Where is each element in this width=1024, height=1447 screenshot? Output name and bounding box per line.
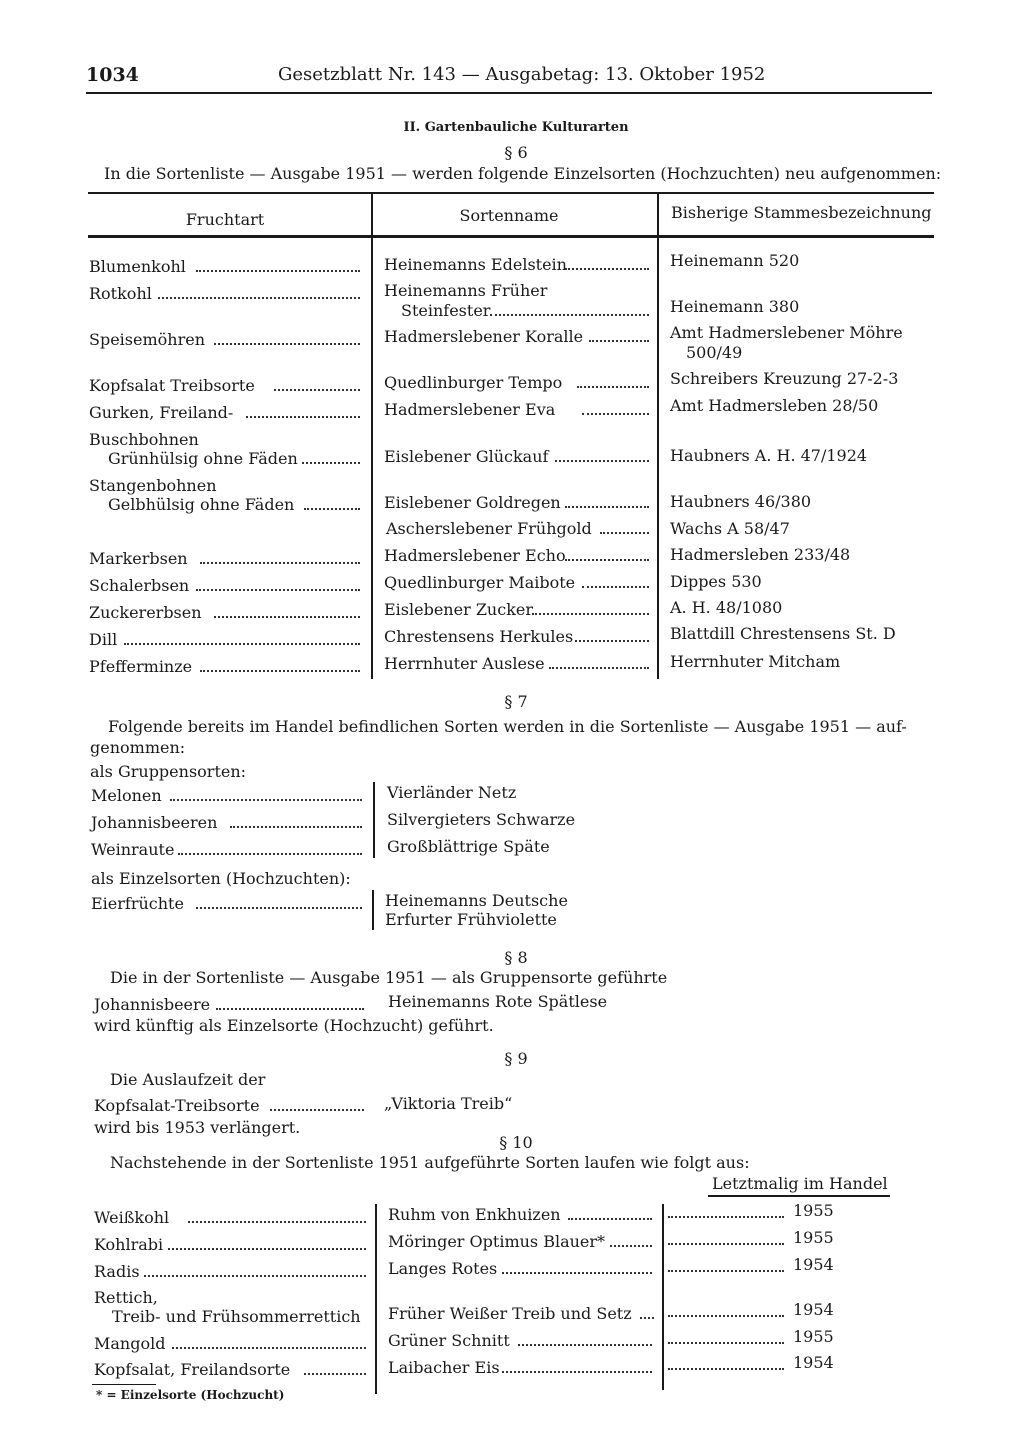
column-divider bbox=[375, 1204, 377, 1394]
cell-jahr: 1955 bbox=[793, 1201, 834, 1220]
cell-stamm: Hadmersleben 233/48 bbox=[670, 545, 851, 564]
paragraph-8-fruchtart: Johannisbeere bbox=[94, 995, 211, 1014]
paragraph-10-intro: Nachstehende in der Sortenliste 1951 aufgeführte Sorten laufen wie folgt aus: bbox=[110, 1153, 750, 1172]
leader-dots bbox=[502, 1371, 652, 1373]
cell-stamm: Heinemann 520 bbox=[670, 251, 800, 270]
leader-dots bbox=[582, 413, 649, 415]
leader-dots bbox=[565, 506, 649, 508]
cell-sortenname: Aschersleben​er Frühgold bbox=[386, 519, 592, 538]
cell-fruchtart-cont: Gelbhülsig ohne Fäden bbox=[108, 495, 295, 514]
table-top-rule bbox=[88, 192, 934, 194]
paragraph-8-heading: § 8 bbox=[504, 948, 528, 967]
paragraph-9-line: Die Auslaufzeit der bbox=[110, 1070, 266, 1089]
cell-sortenname-cont: Steinfester bbox=[401, 301, 491, 320]
cell-fruchtart: Buschbohnen bbox=[89, 430, 199, 449]
cell-stamm: Blattdill Chrestensens St. D bbox=[670, 624, 896, 643]
cell-sortenname: Heinemanns Edelstein bbox=[384, 255, 567, 274]
header-rule bbox=[86, 92, 932, 94]
leader-dots bbox=[668, 1368, 784, 1370]
paragraph-8-line: Die in der Sortenliste — Ausgabe 1951 — als Gruppensorte geführte bbox=[110, 968, 668, 987]
leader-dots bbox=[304, 508, 360, 510]
cell-stamm: Dippes 530 bbox=[670, 572, 762, 591]
column-header-rule bbox=[708, 1195, 890, 1197]
leader-dots bbox=[589, 340, 649, 342]
leader-dots bbox=[196, 907, 362, 909]
cell-stamm: Herrnhuter Mitcham bbox=[670, 652, 841, 671]
footnote: * = Einzelsorte (Hochzucht) bbox=[96, 1388, 285, 1402]
item-sortenname: Silvergieters Schwarze bbox=[387, 810, 576, 829]
cell-sortenname: Möringer Optimus Blauer* bbox=[388, 1232, 606, 1251]
cell-sortenname: Eislebener Goldregen bbox=[384, 493, 561, 512]
cell-fruchtart: Zuckererbsen bbox=[89, 603, 202, 622]
leader-dots bbox=[246, 416, 360, 418]
leader-dots bbox=[518, 1344, 652, 1346]
item-fruchtart: Melonen bbox=[91, 786, 162, 805]
item-fruchtart: Eierfrüchte bbox=[91, 894, 184, 913]
leader-dots bbox=[304, 1373, 366, 1375]
column-header-sortenname: Sortenname bbox=[459, 206, 559, 225]
cell-jahr: 1954 bbox=[793, 1353, 834, 1372]
cell-fruchtart: Pfefferminze bbox=[89, 657, 193, 676]
column-divider bbox=[662, 1204, 664, 1390]
leader-dots bbox=[270, 1109, 364, 1111]
paragraph-6-heading: § 6 bbox=[504, 143, 528, 162]
cell-fruchtart-cont: Grünhülsig ohne Fäden bbox=[108, 449, 298, 468]
single-sorts-label: als Einzelsorten (Hochzuchten): bbox=[91, 869, 351, 888]
leader-dots bbox=[555, 460, 649, 462]
cell-fruchtart: Radis bbox=[94, 1262, 140, 1281]
cell-stamm: Haubners 46/380 bbox=[670, 492, 812, 511]
cell-sortenname: Ruhm von Enkhuizen bbox=[388, 1205, 561, 1224]
cell-stamm: Haubners A. H. 47/1924 bbox=[670, 446, 868, 465]
column-divider bbox=[371, 194, 373, 679]
cell-stamm: Schreibers Kreuzung 27-2-3 bbox=[670, 369, 899, 388]
cell-stamm: Wachs A 58/47 bbox=[670, 519, 790, 538]
leader-dots bbox=[178, 853, 362, 855]
leader-dots bbox=[565, 559, 649, 561]
leader-dots bbox=[144, 1275, 366, 1277]
cell-sortenname: Chrestensens Herkules bbox=[384, 627, 574, 646]
cell-fruchtart: Kopfsalat, Freilandsorte bbox=[94, 1360, 291, 1379]
cell-fruchtart-cont: Treib- und Frühsommerrettich bbox=[112, 1307, 361, 1326]
leader-dots bbox=[668, 1243, 784, 1245]
leader-dots bbox=[170, 799, 362, 801]
item-fruchtart: Weinraute bbox=[91, 840, 175, 859]
leader-dots bbox=[230, 826, 362, 828]
cell-sortenname: Grüner Schnitt bbox=[388, 1331, 510, 1350]
leader-dots bbox=[668, 1342, 784, 1344]
leader-dots bbox=[575, 640, 649, 642]
leader-dots bbox=[532, 613, 649, 615]
paragraph-7-heading: § 7 bbox=[504, 692, 528, 711]
group-sorts-label: als Gruppensorten: bbox=[90, 762, 247, 781]
cell-sortenname: Herrnhuter Auslese bbox=[384, 654, 545, 673]
leader-dots bbox=[214, 343, 360, 345]
leader-dots bbox=[640, 1317, 654, 1319]
cell-stamm: A. H. 48/1080 bbox=[670, 598, 783, 617]
section-title: II. Gartenbauliche Kulturarten bbox=[403, 120, 629, 135]
leader-dots bbox=[568, 1218, 652, 1220]
column-divider bbox=[657, 194, 659, 679]
leader-dots bbox=[668, 1270, 784, 1272]
cell-sortenname: Quedlinburger Maibote bbox=[384, 573, 576, 592]
cell-fruchtart: Kopfsalat Treibsorte bbox=[89, 376, 255, 395]
cell-sortenname: Hadmerslebener Echo bbox=[384, 546, 566, 565]
page-number: 1034 bbox=[86, 64, 139, 86]
paragraph-10-heading: § 10 bbox=[499, 1133, 533, 1152]
cell-jahr: 1955 bbox=[793, 1228, 834, 1247]
leader-dots bbox=[200, 562, 360, 564]
item-sortenname: Großblättrige Späte bbox=[387, 837, 550, 856]
cell-fruchtart: Dill bbox=[89, 630, 118, 649]
cell-fruchtart: Rotkohl bbox=[89, 284, 152, 303]
cell-fruchtart: Rettich, bbox=[94, 1288, 158, 1307]
leader-dots bbox=[124, 643, 360, 645]
cell-stamm: Heinemann 380 bbox=[670, 297, 800, 316]
leader-dots bbox=[549, 667, 649, 669]
table-header-rule bbox=[88, 235, 934, 238]
cell-stamm: Amt Hadmerslebener Möhre bbox=[670, 323, 903, 342]
leader-dots bbox=[577, 386, 649, 388]
cell-fruchtart: Gurken, Freiland- bbox=[89, 403, 234, 422]
item-fruchtart: Johannisbeeren bbox=[91, 813, 218, 832]
cell-sortenname: Langes Rotes bbox=[388, 1259, 498, 1278]
cell-fruchtart: Mangold bbox=[94, 1334, 166, 1353]
list-divider bbox=[373, 782, 375, 858]
cell-jahr: 1954 bbox=[793, 1300, 834, 1319]
column-header-letztmalig: Letztmalig im Handel bbox=[712, 1174, 888, 1193]
cell-sortenname: Heinemanns Früher bbox=[384, 281, 548, 300]
cell-jahr: 1955 bbox=[793, 1327, 834, 1346]
paragraph-7-intro: Folgende bereits im Handel befindlichen Sorten werden in die Sortenliste — Ausgabe 1951 — auf- bbox=[108, 717, 907, 736]
paragraph-9-fruchtart: Kopfsalat-Treibsorte bbox=[94, 1096, 260, 1115]
cell-sortenname: Laibacher Eis bbox=[388, 1358, 500, 1377]
cell-jahr: 1954 bbox=[793, 1255, 834, 1274]
cell-sortenname: Quedlinburger Tempo bbox=[384, 373, 563, 392]
cell-fruchtart: Schalerbsen bbox=[89, 576, 190, 595]
column-header-stammesbezeichnung: Bisherige Stammesbezeichnung bbox=[671, 203, 932, 222]
leader-dots bbox=[188, 1221, 366, 1223]
cell-sortenname: Eislebener Glückauf bbox=[384, 447, 549, 466]
leader-dots bbox=[565, 268, 649, 270]
cell-sortenname: Hadmerslebener Koralle bbox=[384, 327, 584, 346]
cell-stamm: Amt Hadmersleben 28/50 bbox=[670, 396, 879, 415]
leader-dots bbox=[214, 616, 360, 618]
leader-dots bbox=[216, 1008, 364, 1010]
leader-dots bbox=[668, 1315, 784, 1317]
cell-sortenname: Früher Weißer Treib und Setz bbox=[388, 1304, 632, 1323]
cell-fruchtart: Stangenbohnen bbox=[89, 476, 217, 495]
item-sortenname-cont: Erfurter Frühviolette bbox=[385, 910, 557, 929]
cell-fruchtart: Weißkohl bbox=[94, 1208, 170, 1227]
leader-dots bbox=[274, 389, 360, 391]
paragraph-9-sortenname: „Viktoria Treib“ bbox=[384, 1094, 513, 1113]
leader-dots bbox=[502, 1272, 652, 1274]
item-sortenname: Heinemanns Deutsche bbox=[385, 891, 568, 910]
page-header-title: Gesetzblatt Nr. 143 — Ausgabetag: 13. Oktober 1952 bbox=[278, 64, 766, 85]
leader-dots bbox=[196, 589, 360, 591]
leader-dots bbox=[196, 270, 360, 272]
list-divider bbox=[372, 890, 374, 930]
leader-dots bbox=[302, 462, 360, 464]
leader-dots bbox=[490, 314, 649, 316]
leader-dots bbox=[200, 670, 360, 672]
leader-dots bbox=[172, 1347, 366, 1349]
cell-fruchtart: Markerbsen bbox=[89, 549, 188, 568]
leader-dots bbox=[668, 1216, 784, 1218]
leader-dots bbox=[610, 1245, 652, 1247]
cell-stamm-cont: 500/49 bbox=[686, 343, 743, 362]
leader-dots bbox=[158, 297, 360, 299]
leader-dots bbox=[582, 586, 649, 588]
paragraph-6-intro: In die Sortenliste — Ausgabe 1951 — werden folgende Einzelsorten (Hochzuchten) neu aufgenommen: bbox=[104, 164, 942, 183]
paragraph-8-line: wird künftig als Einzelsorte (Hochzucht) geführt. bbox=[94, 1016, 494, 1035]
footnote-rule bbox=[92, 1384, 156, 1385]
leader-dots bbox=[168, 1248, 366, 1250]
item-sortenname: Vierländer Netz bbox=[387, 783, 517, 802]
cell-sortenname: Hadmerslebener Eva bbox=[384, 400, 556, 419]
leader-dots bbox=[600, 532, 649, 534]
paragraph-9-line: wird bis 1953 verlängert. bbox=[94, 1118, 301, 1137]
cell-fruchtart: Kohlrabi bbox=[94, 1235, 164, 1254]
cell-fruchtart: Blumenkohl bbox=[89, 257, 186, 276]
column-header-fruchtart: Fruchtart bbox=[185, 210, 265, 229]
cell-sortenname: Eislebener Zucker bbox=[384, 600, 534, 619]
paragraph-9-heading: § 9 bbox=[504, 1049, 528, 1068]
paragraph-8-sortenname: Heinemanns Rote Spätlese bbox=[388, 992, 608, 1011]
cell-fruchtart: Speisemöhren bbox=[89, 330, 205, 349]
paragraph-7-intro-cont: genommen: bbox=[90, 738, 186, 757]
